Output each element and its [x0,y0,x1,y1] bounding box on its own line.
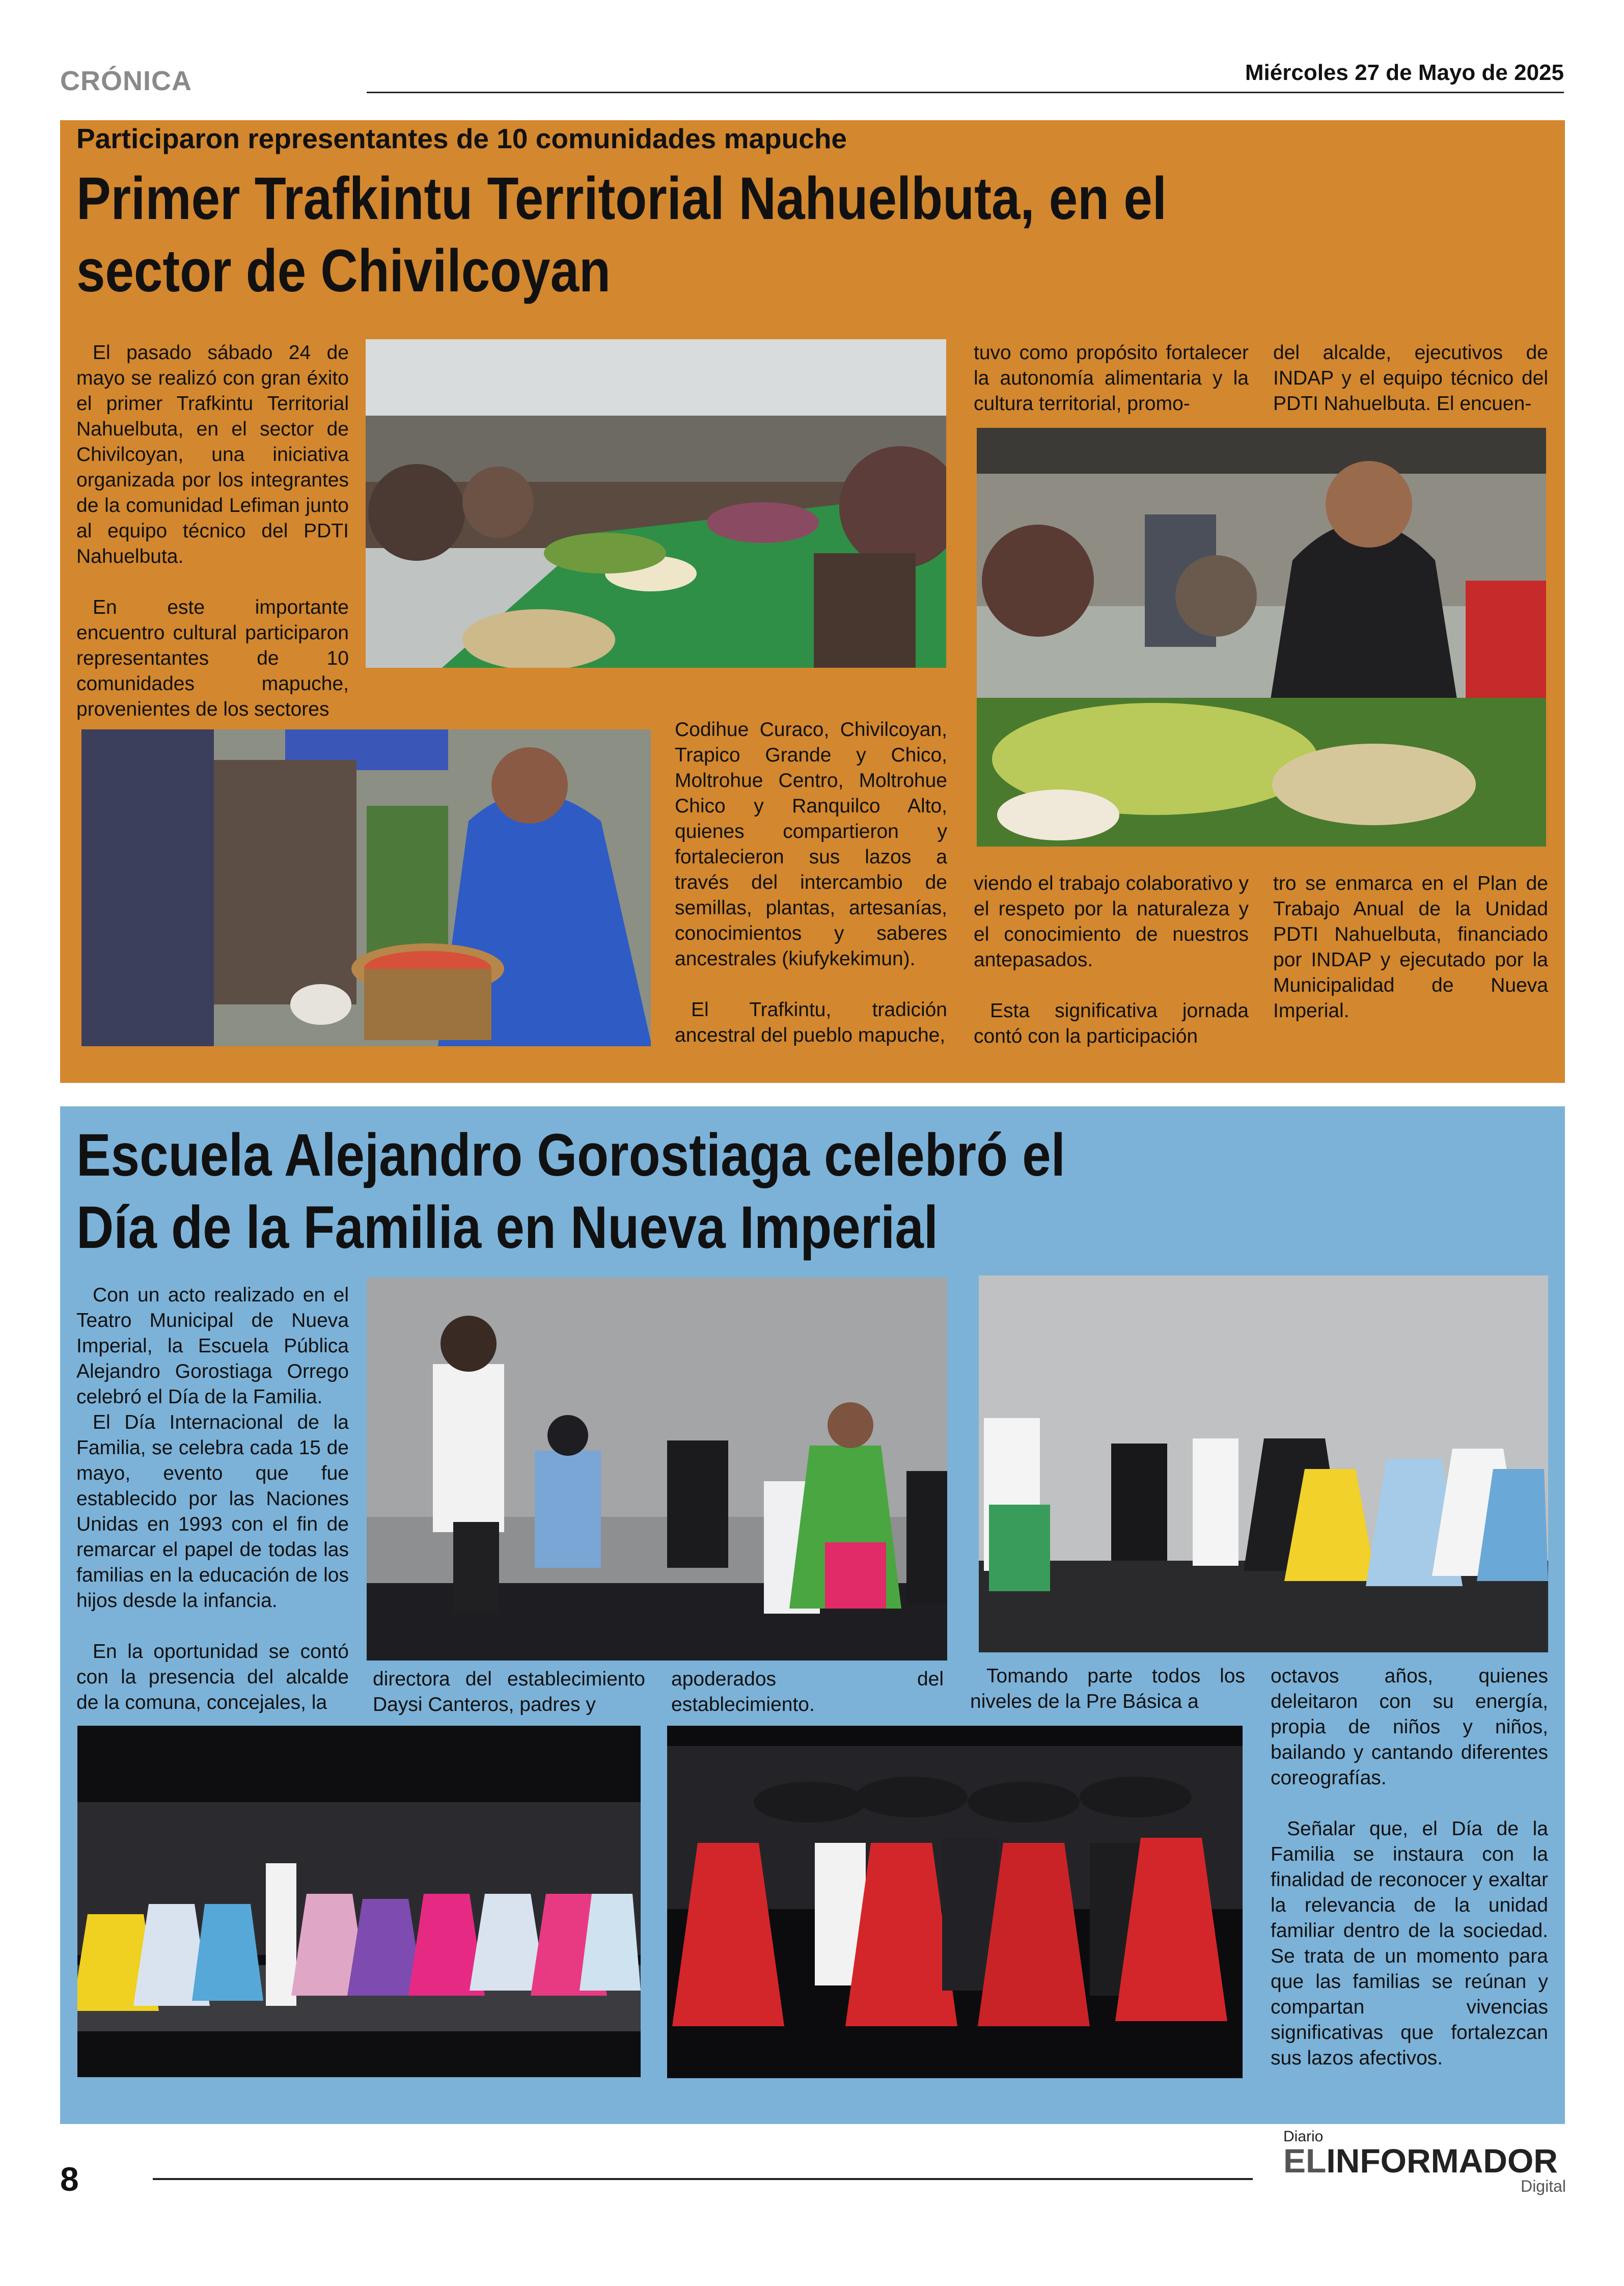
article1-col4-top-paragraph: del alcalde, ejecutivos de INDAP y el equipo técnico del PDTI Nahuelbuta. El encuen- [1273,342,1548,415]
article2-col1-paragraph-1: Con un acto realizado en el Teatro Municipal de Nueva Imperial, la Escuela Pública Alejandro Gorostiaga Orrego celebró el Día de la Familia. [76,1284,349,1408]
photo-trafkintu-basket [81,729,651,1046]
logo-sub-text: Digital [1521,2177,1566,2195]
photo-familia-sombreros [667,1726,1243,2078]
article1-column-2 [675,717,947,1048]
article2-col2-paragraph: directora del establecimiento Daysi Canteros, padres y [373,1668,645,1716]
photo-trafkintu-women [977,428,1546,847]
article1-column-3-bottom [974,871,1249,1049]
article2-column-4 [970,1664,1245,1715]
article1-col3-bottom-paragraph-1: viendo el trabajo colaborativo y el respeto por la naturaleza y el conocimiento de nuestros antepasados. [974,873,1249,971]
logo-main-text [1283,2141,1558,2180]
footer-rule [153,2178,1253,2180]
photo-familia-costumes [367,1277,947,1661]
article2-col1-paragraph-2: El Día Internacional de la Familia, se celebra cada 15 de mayo, evento que fue establecido por las Naciones Unidas en 1993 con el fin de remarcar el papel de todas las familias en la educación de los hijos desde la infancia. [76,1411,349,1612]
el-informador-logo [1283,2128,1566,2199]
article1-col2-paragraph-2: El Trafkintu, tradición ancestral del pueblo mapuche, [675,999,947,1046]
article1-headline-line1: Primer Trafkintu Territorial Nahuelbuta, en el [76,165,1167,232]
issue-date: Miércoles 27 de Mayo de 2025 [1245,60,1564,85]
article1-kicker: Participaron representantes de 10 comunidades mapuche [76,123,847,154]
article2-col4-paragraph: Tomando parte todos los niveles de la Pre Básica a [970,1665,1245,1712]
article1-column-1 [76,340,349,722]
article2-col5-paragraph-1: octavos años, quienes deleitaron con su energía, propia de niños y niños, bailando y cantando diferentes coreografías. [1271,1665,1548,1789]
photo-familia-skirts [77,1726,641,2077]
article1-col3-top-paragraph: tuvo como propósito fortalecer la autonomía alimentaria y la cultura territorial, promo- [974,342,1249,415]
article2-col5-paragraph-2: Señalar que, el Día de la Familia se instaura con la finalidad de reconocer y exaltar la relevancia de la unidad familiar dentro de la sociedad. Se trata de un momento para que las familias se reúnan y compartan vivencias significativas que fortalezcan sus lazos afectivos. [1271,1818,1548,2069]
article1-column-3-top [974,340,1249,417]
header-rule [367,92,1564,93]
section-label: CRÓNICA [60,66,192,96]
article2-col1-paragraph-3: En la oportunidad se contó con la presencia del alcalde de la comuna, concejales, la [76,1641,349,1713]
article1-col2-paragraph-1: Codihue Curaco, Chivilcoyan, Trapico Grande y Chico, Moltrohue Centro, Moltrohue Chico y Ranquilco Alto, quienes compartieron y fortalecieron sus lazos a través del intercambio de semillas, plantas, artesanías, conocimientos y saberes ancestrales (kiufykekimun). [675,719,947,970]
article1-col4-bottom-paragraph: tro se enmarca en el Plan de Trabajo Anual de la Unidad PDTI Nahuelbuta, financiado por INDAP y ejecutado por la Municipalidad de Nueva Imperial. [1273,873,1548,1022]
article2-headline-line1: Escuela Alejandro Gorostiaga celebró el [76,1122,1065,1189]
article2-col3-paragraph: apoderados del establecimiento. [671,1668,944,1716]
article1-headline-line2: sector de Chivilcoyan [76,237,611,305]
article1-col1-paragraph-1: El pasado sábado 24 de mayo se realizó con gran éxito el primer Trafkintu Territorial Nahuelbuta, en el sector de Chivilcoyan, una iniciativa organizada por los integrantes de la comunidad Lefiman junto al equipo técnico del PDTI Nahuelbuta. [76,342,349,567]
photo-familia-dance-line [979,1275,1548,1652]
article1-column-4-bottom [1273,871,1548,1024]
article2-column-1 [76,1283,349,1716]
page-number: 8 [60,2160,79,2198]
article1-col3-bottom-paragraph-2: Esta significativa jornada contó con la participación [974,1000,1249,1047]
article2-column-3 [671,1667,944,1718]
logo-small-text: Diario [1283,2128,1324,2145]
article1-column-4-top [1273,340,1548,417]
article2-headline-line2: Día de la Familia en Nueva Imperial [76,1194,939,1261]
article2-column-2 [373,1667,645,1718]
article1-col1-paragraph-2: En este importante encuentro cultural participaron representantes de 10 comunidades mapuche, provenientes de los sectores [76,596,349,720]
photo-trafkintu-crowd [366,339,946,668]
logo-el: EL [1283,2142,1327,2180]
article2-column-5 [1271,1664,1548,2071]
logo-informador: INFORMADOR [1326,2142,1558,2180]
